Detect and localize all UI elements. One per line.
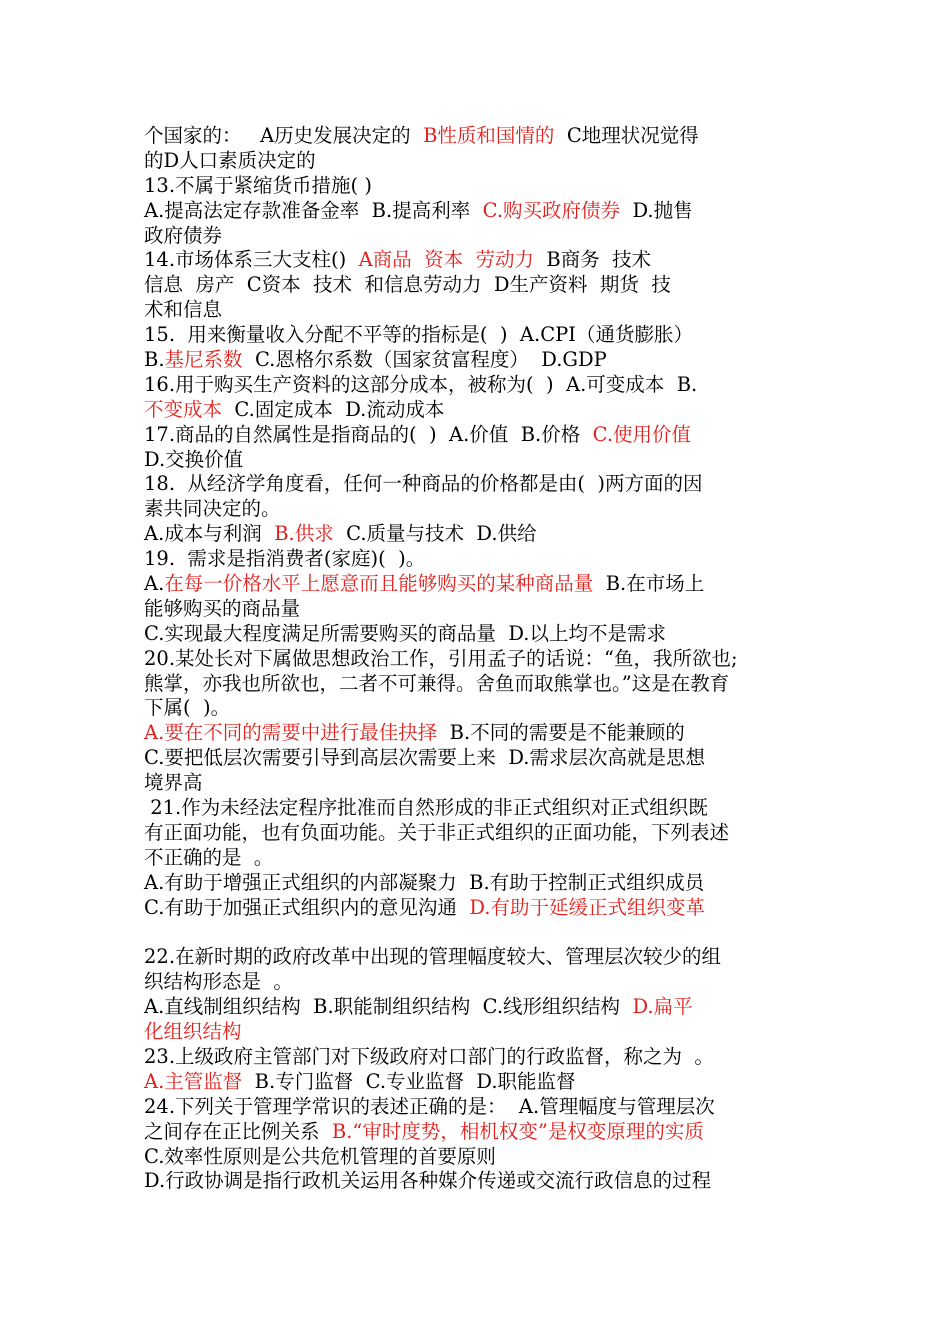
answer-text: D.有助于延缓正式组织变革 [469,895,705,919]
text-line [144,995,824,1020]
question-text: 织结构形态是 。 [144,970,293,994]
question-text: A.成本与利润 [144,522,275,546]
text-line [144,647,824,672]
question-text: 21.作为未经法定程序批准而自然形成的非正式组织对正式组织既 [144,796,708,820]
text-line [144,199,824,224]
text-line [144,497,824,522]
question-text: C.有助于加强正式组织内的意见沟通 [144,895,470,919]
text-line [144,348,824,373]
text-line [144,871,824,896]
text-line [144,1045,824,1070]
question-text: 24.下列关于管理学常识的表述正确的是： A.管理幅度与管理层次 [144,1094,715,1118]
question-text: B.专门监督 C.专业监督 D.职能监督 [242,1069,576,1093]
answer-text: B.供求 [274,522,334,546]
blank-line [144,921,824,946]
answer-text: 化组织结构 [144,1020,242,1044]
question-text: D.抛售 [620,198,693,222]
answer-text: B性质和国情的 [423,124,555,147]
question-text: 的D人口素质决定的 [144,148,316,172]
question-text: 23.上级政府主管部门对下级政府对口部门的行政监督，称之为 。 [144,1044,714,1068]
question-text: D.行政协调是指行政机关运用各种媒介传递或交流行政信息的过程 [144,1169,712,1193]
text-line [144,547,824,572]
text-line [144,1169,824,1194]
answer-text: 不变成本 [144,397,223,421]
question-text: 18. 从经济学角度看，任何一种商品的价格都是由( )两方面的因 [144,472,703,496]
text-line [144,448,824,473]
text-line [144,522,824,547]
question-text: 境界高 [144,771,203,795]
question-text: B. [144,348,165,372]
text-line [144,124,824,149]
text-line [144,746,824,771]
question-text: C.实现最大程度满足所需要购买的商品量 D.以上均不是需求 [144,621,666,645]
text-line [144,821,824,846]
text-line [144,273,824,298]
question-text: 个国家的： A历史发展决定的 [144,124,424,147]
answer-text: A商品 资本 劳动力 [358,248,535,272]
text-line [144,672,824,697]
question-text: A.直线制组织结构 B.职能制组织结构 C.线形组织结构 [144,995,633,1019]
text-line [144,149,824,174]
question-text: B商务 技术 [534,248,652,272]
text-line [144,1070,824,1095]
question-text: C.效率性原则是公共危机管理的首要原则 [144,1144,496,1168]
question-text: 有正面功能，也有负面功能。关于非正式组织的正面功能，下列表述 [144,820,730,844]
text-line [144,423,824,448]
text-line [144,1120,824,1145]
question-text: 能够购买的商品量 [144,596,301,620]
text-line [144,1145,824,1170]
question-text: 术和信息 [144,298,223,322]
text-line [144,970,824,995]
answer-text: 在每一价格水平上愿意而且能够购买的某种商品量 [164,572,594,596]
question-text: 熊掌，亦我也所欲也，二者不可兼得。舍鱼而取熊掌也。”这是在教育 [144,671,730,695]
question-text: 19. 需求是指消费者(家庭)( )。 [144,547,426,571]
text-line [144,298,824,323]
question-text: C.质量与技术 D.供给 [333,522,537,546]
text-line [144,248,824,273]
text-line [144,472,824,497]
text-line [144,721,824,746]
answer-text: B.“审时度势，相机权变”是权变原理的实质 [331,1119,704,1143]
answer-text: A.主管监督 [144,1069,243,1093]
text-line [144,398,824,423]
question-text: 15. 用来衡量收入分配不平等的指标是( ) A.CPI（通货膨胀） [144,323,693,347]
question-text: 不正确的是 。 [144,845,274,869]
text-line [144,696,824,721]
question-text: 20.某处长对下属做思想政治工作，引用孟子的话说：“鱼，我所欲也; [144,646,738,670]
answer-text: C.使用价值 [592,422,692,446]
text-line [144,373,824,398]
question-text: 13.不属于紧缩货币措施( ) [144,173,372,197]
text-line [144,896,824,921]
question-text: C.要把低层次需要引导到高层次需要上来 D.需求层次高就是思想 [144,746,705,770]
question-text: A. [144,572,165,596]
question-text: C地理状况觉得 [554,124,699,147]
question-text: 14.市场体系三大支柱() [144,248,359,272]
question-text: 信息 房产 C资本 技术 和信息劳动力 D生产资料 期货 技 [144,273,671,297]
text-line [144,771,824,796]
text-line [144,572,824,597]
text-line [144,796,824,821]
text-line [144,174,824,199]
question-text: 16.用于购买生产资料的这部分成本，被称为( ) A.可变成本 B. [144,372,698,396]
question-text: B.在市场上 [593,572,705,596]
question-text: B.不同的需要是不能兼顾的 [437,721,685,745]
text-line [144,1095,824,1120]
question-text: A.有助于增强正式组织的内部凝聚力 B.有助于控制正式组织成员 [144,870,705,894]
question-text: 之间存在正比例关系 [144,1119,332,1143]
answer-text: A.要在不同的需要中进行最佳抉择 [144,721,438,745]
text-line [144,323,824,348]
question-text: 22.在新时期的政府改革中出现的管理幅度较大、管理层次较少的组 [144,945,722,969]
text-line [144,597,824,622]
question-text: 政府债券 [144,223,223,247]
text-line [144,224,824,249]
document-body [144,124,824,1194]
question-text: 素共同决定的。 [144,497,281,521]
question-text: C.固定成本 D.流动成本 [222,397,445,421]
text-line [144,846,824,871]
text-line [144,1020,824,1045]
question-text: 下属( )。 [144,696,231,720]
question-text: C.恩格尔系数（国家贫富程度） D.GDP [242,348,607,372]
answer-text: D.扁平 [632,995,693,1019]
text-line [144,945,824,970]
answer-text: 基尼系数 [164,348,243,372]
answer-text: C.购买政府债券 [482,198,621,222]
question-text: D.交换价值 [144,447,244,471]
question-text: A.提高法定存款准备金率 B.提高利率 [144,198,483,222]
question-text: 17.商品的自然属性是指商品的( ) A.价值 B.价格 [144,422,593,446]
text-line [144,622,824,647]
